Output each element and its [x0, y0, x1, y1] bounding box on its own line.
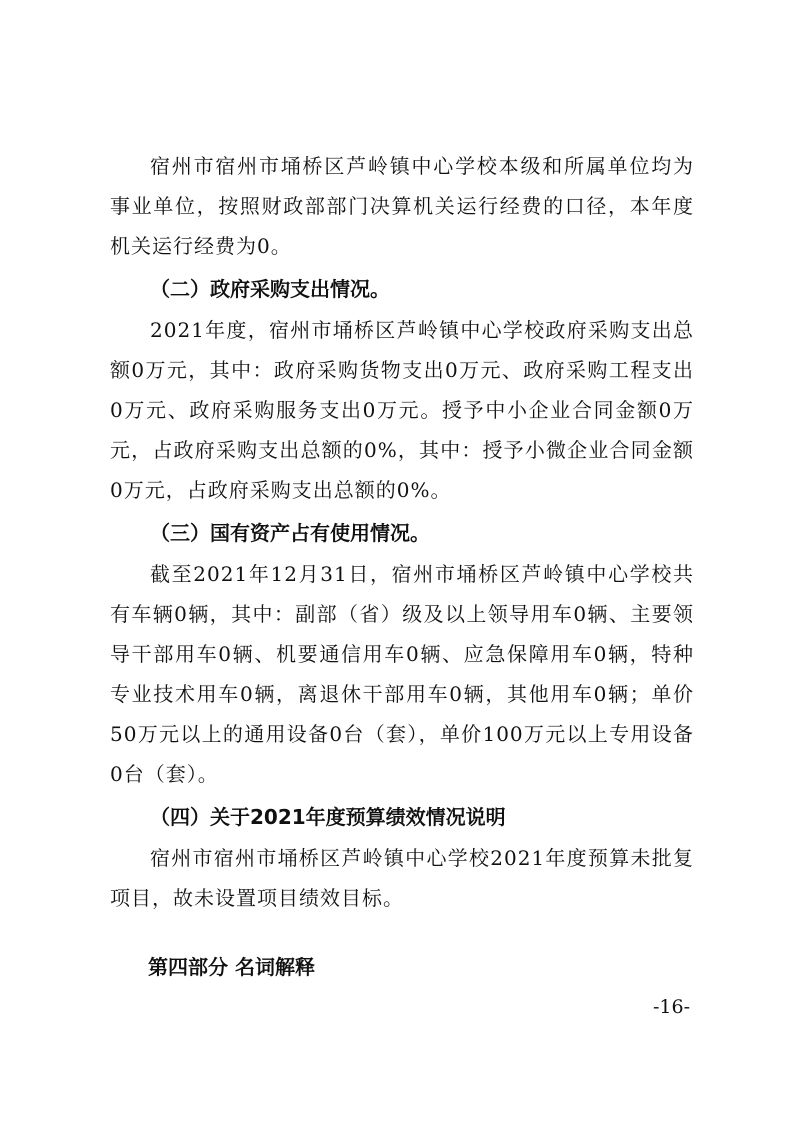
document-body — [110, 146, 694, 918]
heading-government-procurement: （二）政府采购支出情况。 — [150, 277, 390, 301]
section-title: 第四部分 名词解释 — [148, 955, 315, 979]
paragraph-budget-performance: 宿州市宿州市埇桥区芦岭镇中心学校2021年度预算未批复项目，故未设置项目绩效目标。 — [110, 846, 694, 910]
heading-state-assets: （三）国有资产占有使用情况。 — [150, 521, 430, 545]
heading-budget-performance: （四）关于2021年度预算绩效情况说明 — [150, 805, 506, 829]
paragraph-operating-expenses: 宿州市宿州市埇桥区芦岭镇中心学校本级和所属单位均为事业单位，按照财政部部门决算机关运行经费的口径，本年度机关运行经费为0。 — [110, 154, 694, 258]
paragraph-government-procurement: 2021年度，宿州市埇桥区芦岭镇中心学校政府采购支出总额0万元，其中：政府采购货物支出0万元、政府采购工程支出0万元、政府采购服务支出0万元。授予中小企业合同金额0万元，占政府采购支出总额的0%，其中：授予小微企业合同金额0万元，占政府采购支出总额的0%。 — [110, 318, 694, 502]
page-number: -16- — [652, 996, 690, 1018]
paragraph-state-assets: 截至2021年12月31日，宿州市埇桥区芦岭镇中心学校共有车辆0辆，其中：副部（省）级及以上领导用车0辆、主要领导干部用车0辆、机要通信用车0辆、应急保障用车0辆，特种专业技术用车0辆，离退休干部用车0辆，其他用车0辆；单价50万元以上的通用设备0台（套），单价100万元以上专用设备0台（套）。 — [110, 562, 694, 786]
